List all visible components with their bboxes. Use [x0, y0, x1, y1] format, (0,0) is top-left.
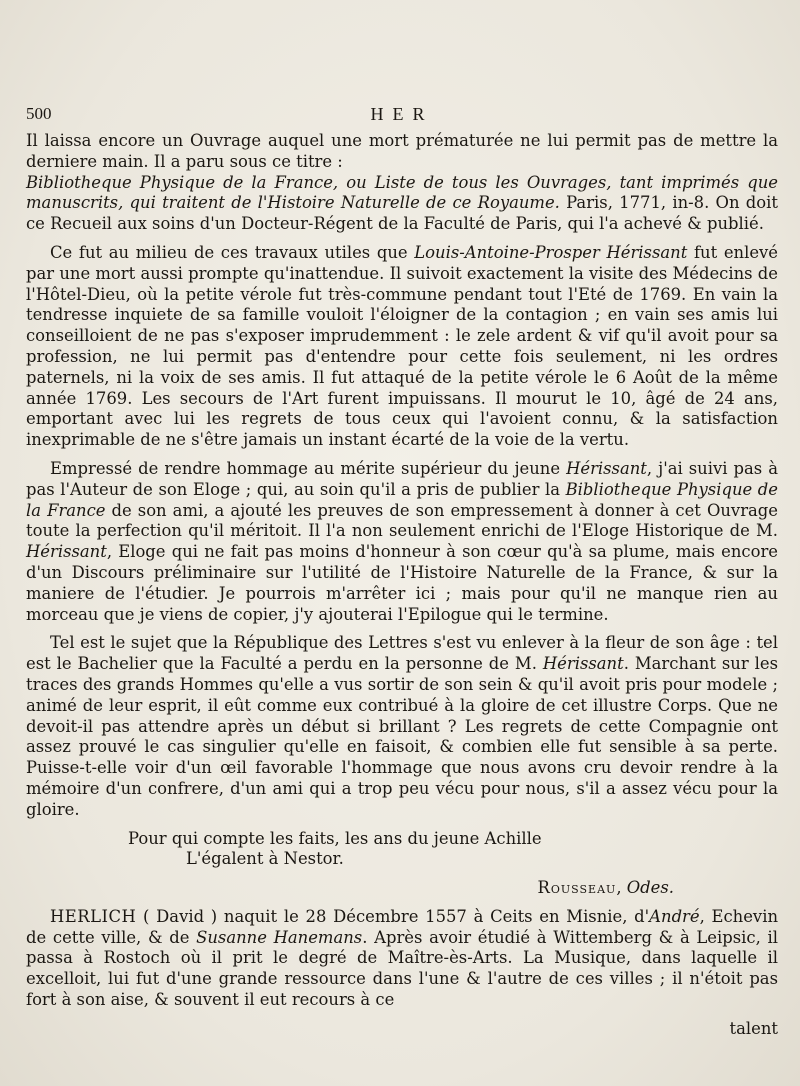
paragraph-4 [26, 633, 778, 820]
page-number: 500 [26, 104, 52, 123]
attribution-work: Odes. [626, 878, 674, 898]
person-name: Hérissant [542, 654, 624, 674]
paragraph-2-start: Ce fut au milieu de ces travaux utiles que [50, 242, 415, 262]
verse-line-2: L'égalent à Nestor. [186, 849, 344, 869]
person-name: Susanne Hanemans [196, 927, 363, 947]
entry-text-b: , Echevin de cette ville, & de [26, 906, 778, 947]
attribution-author: Rousseau [537, 878, 617, 898]
book-title: Bibliotheque Physique de la France, ou Liste de tous les Ouvrages, tant imprimés que manuscrits, qui traitent de l'Histoire Naturelle de ce Royaume. [26, 172, 778, 213]
paragraph-4-rest: . Marchant sur les traces des grands Hommes qu'elle a vus sortir de son sein & qu'il avoit pris pour modele ; animé de leur esprit, il eût comme eux contribué à la gloire de cet illustre Corps. Que ne devoit-il pas attendre après un début si brillant ? Les regrets de cette Compagnie ont assez prouvé le cas singulier qu'elle en faisoit, & combien elle fut sensible à sa perte. Puisse-t-elle voir d'un œil favorable l'hommage que nous avons cru devoir rendre à la mémoire d'un confrere, d'un ami qui a trop peu vécu pour nous, s'il a assez vécu pour la gloire. [26, 654, 778, 819]
paragraph-1-tail: Paris, 1771, in-8. On doit ce Recueil aux soins d'un Docteur-Régent de la Faculté de Paris, qui l'a achevé & publié. [26, 193, 778, 234]
person-name: Hérissant [566, 458, 647, 478]
person-name: Louis-Antoine-Prosper Hérissant [414, 242, 688, 262]
paragraph-2-rest: fut enlevé par une mort aussi prompte qu'inattendue. Il suivoit exactement la visite des Médecins de l'Hôtel-Dieu, où la petite vérole fut très-commune pendant tout l'Eté de 1769. En vain la tendresse inquiete de sa famille vouloit l'éloigner de la contagion ; en vain ses amis lui conseilloient de ne pas s'exposer imprudemment : le zele ardent & vif qu'il avoit pour sa profession, ne lui permit pas d'entendre pour cette fois seulement, ni les ordres paternels, ni la voix de ses amis. Il fut attaqué de la petite vérole le 6 Août de la même année 1769. Les secours de l'Art furent impuissans. Il mourut le 10, âgé de 24 ans, emportant avec lui les regrets de tous ceux qui l'avoient connu, & la satisfaction inexprimable de ne s'être jamais un instant écarté de la voie de la vertu. [26, 242, 778, 450]
paragraph-3-part-b: , j'ai suivi pas à pas l'Auteur de son Eloge ; qui, au soin qu'il a pris de publier la [26, 458, 779, 499]
page-header [26, 104, 778, 126]
entry-text-a: ( David ) naquit le 28 Décembre 1557 à Ceits en Misnie, d' [136, 906, 650, 926]
catchword: talent [729, 1018, 778, 1038]
entry-text-c: . Après avoir étudié à Wittemberg & à Leipsic, il passa à Rostoch où il prit le degré de Maître-ès-Arts. La Musique, dans laquelle il excelloit, lui fut d'une grande ressource dans l'une & l'autre de ces villes ; il n'étoit pas fort à son aise, & souvent il eut recours à ce [26, 927, 778, 1010]
paragraph-3-start: Empressé de rendre hommage au mérite supérieur du jeune [50, 458, 567, 478]
verse-quote [26, 829, 778, 871]
paragraph-2 [26, 243, 778, 451]
paragraph-3-part-d: , Eloge qui ne fait pas moins d'honneur à son cœur qu'à sa plume, mais encore d'un Discours préliminaire sur l'utilité de l'Histoire Naturelle de la France, & sur la maniere de l'étudier. Je pourrois m'arrêter ici ; mais pour qu'il ne manque rien au morceau que je viens de copier, j'y ajouterai l'Epilogue qui le termine. [26, 542, 778, 624]
paragraph-4-start: Tel est le sujet que la République des Lettres s'est vu enlever à la fleur de son âge : tel est le Bachelier que la Faculté a perdu en la personne de M. [26, 633, 778, 674]
paragraph-1 [26, 131, 778, 235]
entry-headword: HERLICH [50, 906, 137, 926]
running-head: HER [370, 104, 434, 124]
verse-line-1: Pour qui compte les faits, les ans du jeune Achille [128, 828, 542, 848]
person-name: Hérissant [26, 542, 107, 562]
paragraph-3 [26, 459, 778, 625]
person-name: André [649, 906, 700, 926]
entry-herlich [26, 907, 778, 1011]
verse-attribution: Rousseau, Odes. [537, 878, 674, 898]
paragraph-1-text: Il laissa encore un Ouvrage auquel une mort prématurée ne lui permit pas de mettre la derniere main. Il a paru sous ce titre : [26, 131, 778, 171]
book-title: Bibliotheque Physique de la France [26, 479, 778, 520]
paragraph-3-part-c: de son ami, a ajouté les preuves de son empressement à donner à cet Ouvrage toute la perfection qu'il méritoit. Il l'a non seulement enrichi de l'Eloge Historique de M. [26, 500, 778, 541]
body-text [26, 131, 778, 1048]
